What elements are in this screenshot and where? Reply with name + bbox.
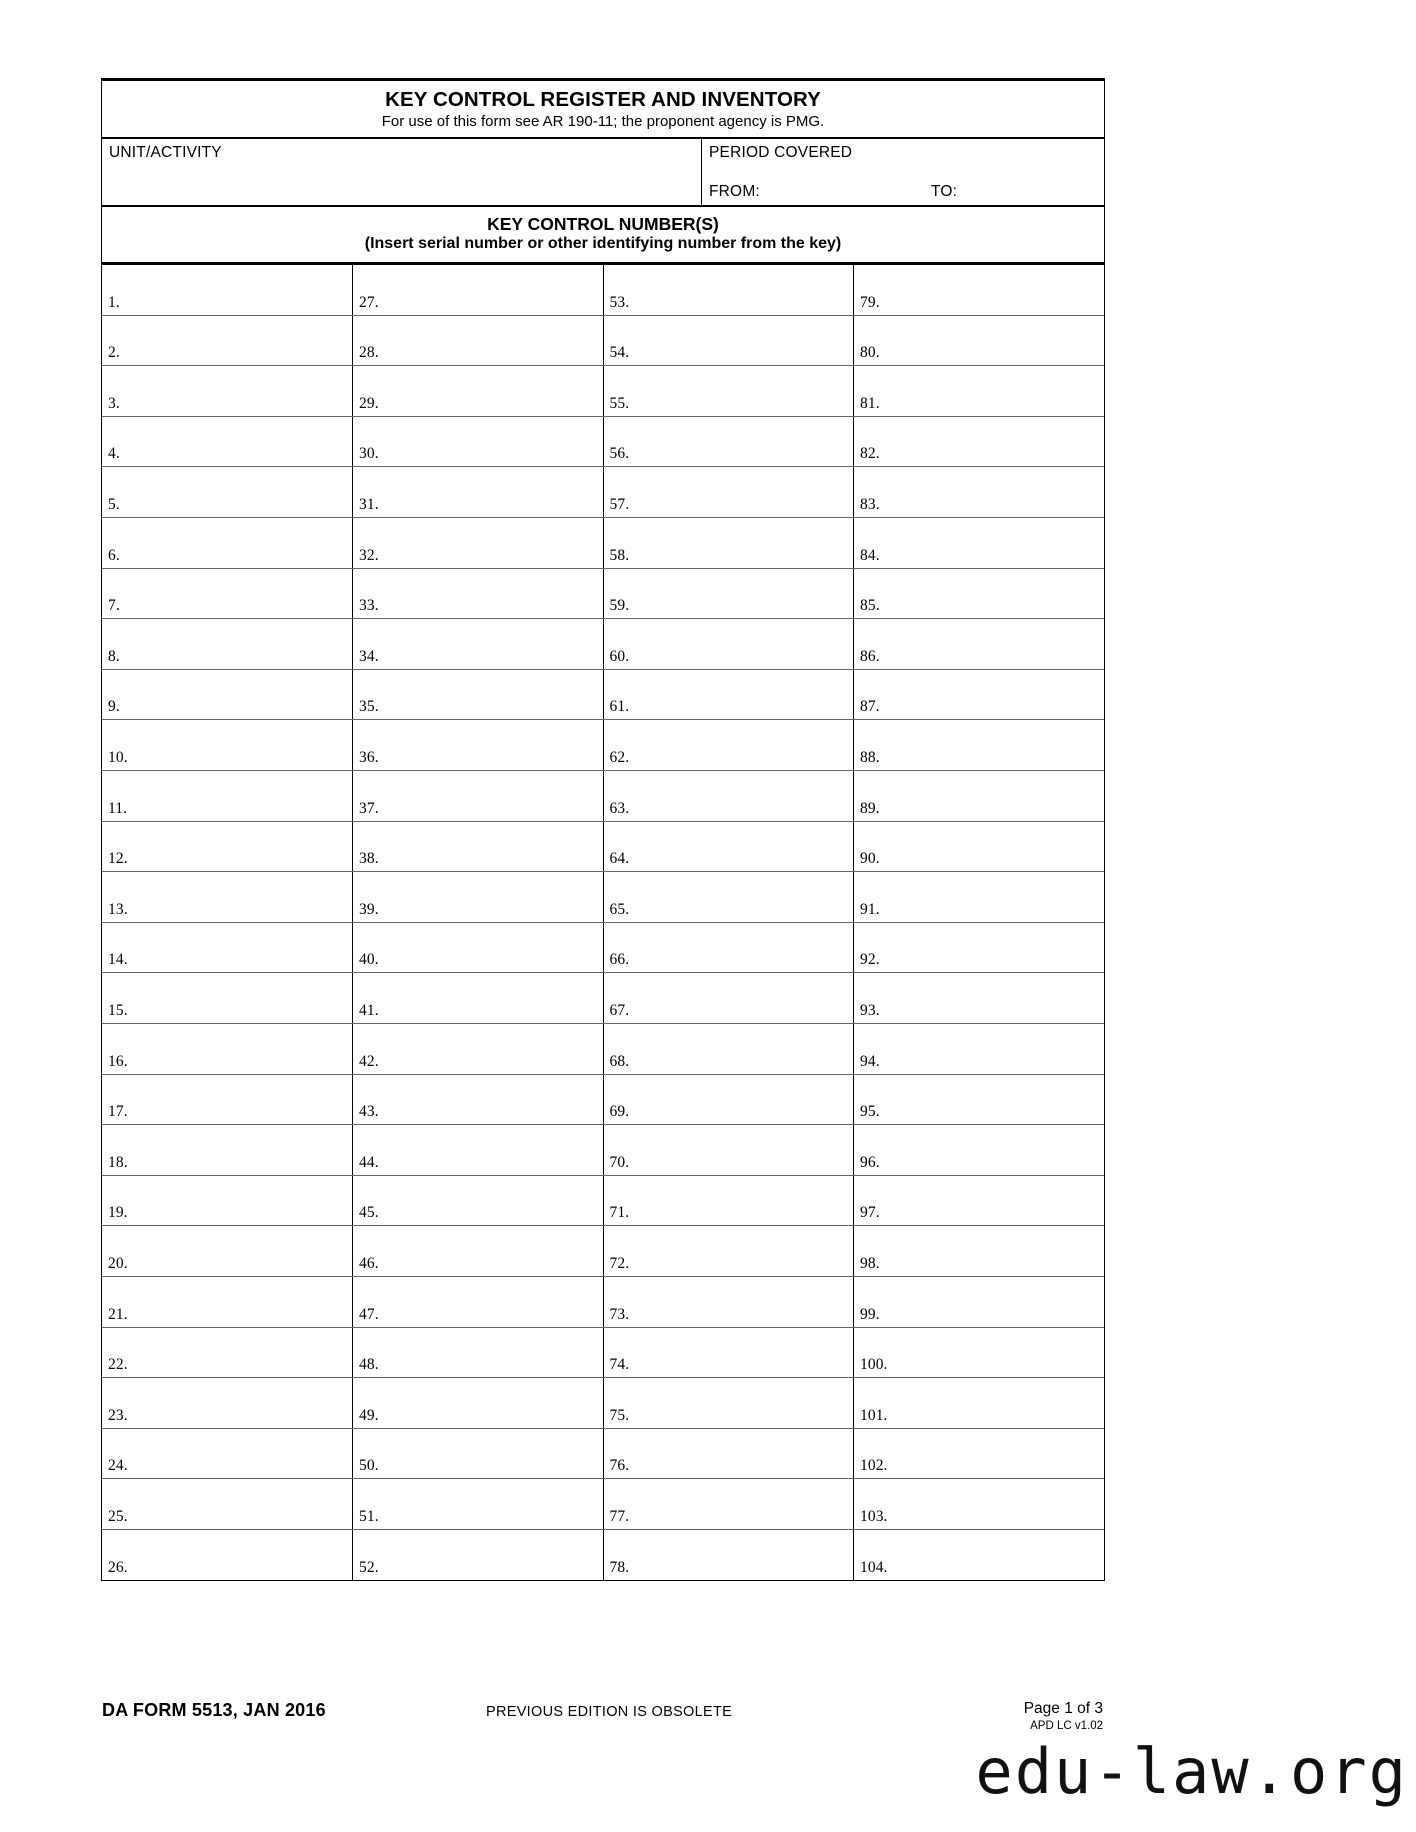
- key-number-cell[interactable]: 91.: [854, 872, 1105, 923]
- table-row: [102, 1074, 1104, 1125]
- table-row: [102, 315, 1104, 366]
- key-number-cell[interactable]: 12.: [102, 821, 353, 872]
- period-from-label[interactable]: FROM:: [709, 183, 760, 201]
- table-row: [102, 669, 1104, 720]
- key-number-cell[interactable]: 61.: [603, 669, 854, 720]
- key-number-cell[interactable]: 14.: [102, 922, 353, 973]
- table-row: [102, 1378, 1104, 1429]
- key-number-cell[interactable]: 26.: [102, 1529, 353, 1580]
- key-number-cell[interactable]: 77.: [603, 1479, 854, 1530]
- key-number-cell[interactable]: 1.: [102, 265, 353, 316]
- period-covered-label: PERIOD COVERED: [709, 144, 853, 162]
- key-number-cell[interactable]: 11.: [102, 771, 353, 822]
- key-number-cell[interactable]: 85.: [854, 568, 1105, 619]
- key-number-cell[interactable]: 8.: [102, 619, 353, 670]
- key-number-cell[interactable]: 104.: [860, 1559, 888, 1577]
- table-row: [102, 1327, 1104, 1378]
- key-number-cell[interactable]: 10.: [102, 720, 353, 771]
- key-number-cell[interactable]: 33.: [353, 568, 604, 619]
- key-number-cell[interactable]: 60.: [603, 619, 854, 670]
- key-number-cell[interactable]: 63.: [603, 771, 854, 822]
- key-number-cell[interactable]: 103.: [854, 1479, 1105, 1530]
- key-number-cell[interactable]: 7.: [102, 568, 353, 619]
- key-number-cell[interactable]: 43.: [353, 1074, 604, 1125]
- key-number-cell[interactable]: 49.: [353, 1378, 604, 1429]
- key-control-number-subtitle: (Insert serial number or other identifying number from the key): [364, 235, 842, 253]
- key-number-cell[interactable]: 68.: [603, 1024, 854, 1075]
- key-number-cell[interactable]: 47.: [353, 1276, 604, 1327]
- key-number-cell[interactable]: 16.: [102, 1024, 353, 1075]
- key-number-cell[interactable]: 30.: [353, 416, 604, 467]
- key-number-cell[interactable]: 23.: [102, 1378, 353, 1429]
- key-number-cell[interactable]: 9.: [102, 669, 353, 720]
- key-number-cell[interactable]: 92.: [854, 922, 1105, 973]
- key-number-cell[interactable]: 98.: [854, 1226, 1105, 1277]
- unit-activity-label: UNIT/ACTIVITY: [109, 144, 222, 162]
- key-number-cell[interactable]: 31.: [353, 467, 604, 518]
- key-number-cell[interactable]: 84.: [854, 518, 1105, 569]
- key-number-cell[interactable]: 38.: [353, 821, 604, 872]
- key-number-cell[interactable]: 54.: [603, 315, 854, 366]
- key-number-cell[interactable]: 51.: [353, 1479, 604, 1530]
- table-row: [102, 265, 1104, 316]
- key-number-cell[interactable]: 102.: [854, 1428, 1105, 1479]
- key-number-cell[interactable]: 66.: [603, 922, 854, 973]
- table-row: [102, 720, 1104, 771]
- key-number-cell[interactable]: 56.: [603, 416, 854, 467]
- key-number-cell[interactable]: 96.: [854, 1125, 1105, 1176]
- key-number-cell[interactable]: 32.: [353, 518, 604, 569]
- table-row: [102, 1479, 1104, 1530]
- key-number-cell[interactable]: 99.: [854, 1276, 1105, 1327]
- form-title: KEY CONTROL REGISTER AND INVENTORY: [385, 88, 821, 111]
- table-row: [102, 366, 1104, 417]
- key-number-cell[interactable]: 69.: [603, 1074, 854, 1125]
- key-number-cell[interactable]: 89.: [854, 771, 1105, 822]
- key-number-cell[interactable]: 27.: [353, 265, 604, 316]
- table-row: [102, 1529, 1104, 1580]
- key-number-cell[interactable]: 97.: [854, 1175, 1105, 1226]
- key-number-cell[interactable]: 64.: [603, 821, 854, 872]
- form-title-block: [102, 81, 1104, 139]
- key-number-cell[interactable]: 13.: [102, 872, 353, 923]
- key-number-cell[interactable]: 39.: [353, 872, 604, 923]
- table-row: [102, 872, 1104, 923]
- key-number-cell[interactable]: 46.: [353, 1226, 604, 1277]
- key-number-cell[interactable]: 18.: [102, 1125, 353, 1176]
- key-number-cell[interactable]: 3.: [102, 366, 353, 417]
- key-number-cell[interactable]: 100.: [854, 1327, 1105, 1378]
- key-number-cell[interactable]: 21.: [102, 1276, 353, 1327]
- key-number-cell[interactable]: 67.: [603, 973, 854, 1024]
- key-number-cell[interactable]: 59.: [603, 568, 854, 619]
- key-number-cell[interactable]: 95.: [854, 1074, 1105, 1125]
- key-number-cell[interactable]: 80.: [854, 315, 1105, 366]
- key-number-cell[interactable]: 36.: [353, 720, 604, 771]
- key-number-cell[interactable]: 78.: [603, 1529, 854, 1580]
- table-row: [102, 771, 1104, 822]
- key-number-cell[interactable]: 73.: [603, 1276, 854, 1327]
- table-row: [102, 416, 1104, 467]
- site-watermark: edu-law.org: [975, 1735, 1408, 1808]
- table-row: [102, 619, 1104, 670]
- key-number-cell[interactable]: 44.: [353, 1125, 604, 1176]
- table-row: [102, 1276, 1104, 1327]
- key-number-cell[interactable]: 81.: [854, 366, 1105, 417]
- key-number-cell[interactable]: 6.: [102, 518, 353, 569]
- key-number-cell[interactable]: 86.: [854, 619, 1105, 670]
- key-number-cell[interactable]: 41.: [353, 973, 604, 1024]
- table-row: [102, 1024, 1104, 1075]
- table-row: [102, 568, 1104, 619]
- key-number-cell[interactable]: 94.: [854, 1024, 1105, 1075]
- key-number-cell[interactable]: 22.: [102, 1327, 353, 1378]
- key-number-cell[interactable]: 88.: [854, 720, 1105, 771]
- key-number-cell[interactable]: 93.: [854, 973, 1105, 1024]
- key-number-cell[interactable]: 15.: [102, 973, 353, 1024]
- key-number-cell[interactable]: 70.: [603, 1125, 854, 1176]
- previous-edition-note: PREVIOUS EDITION IS OBSOLETE: [486, 1704, 733, 1720]
- unit-activity-field[interactable]: [102, 139, 702, 205]
- key-number-cell[interactable]: 101.: [854, 1378, 1105, 1429]
- key-number-cell[interactable]: 40.: [353, 922, 604, 973]
- form-identifier: DA FORM 5513, JAN 2016: [102, 1700, 326, 1720]
- key-number-cell[interactable]: 2.: [102, 315, 353, 366]
- key-number-cell[interactable]: 62.: [603, 720, 854, 771]
- key-number-cell[interactable]: 29.: [353, 366, 604, 417]
- key-control-number-grid: [102, 265, 1104, 1580]
- form-subtitle: For use of this form see AR 190-11; the proponent agency is PMG.: [381, 112, 825, 130]
- key-control-number-header: [102, 207, 1104, 264]
- unit-period-row: [102, 139, 1104, 207]
- key-number-cell[interactable]: 74.: [603, 1327, 854, 1378]
- key-number-cell[interactable]: 72.: [603, 1226, 854, 1277]
- table-row: [102, 518, 1104, 569]
- period-to-label[interactable]: TO:: [931, 183, 958, 201]
- key-number-cell[interactable]: 20.: [102, 1226, 353, 1277]
- key-number-cell[interactable]: 28.: [353, 315, 604, 366]
- key-number-cell[interactable]: 50.: [353, 1428, 604, 1479]
- key-number-cell[interactable]: 79.: [854, 265, 1105, 316]
- key-number-cell[interactable]: 45.: [353, 1175, 604, 1226]
- page-number: Page 1 of 3: [1023, 1700, 1103, 1717]
- key-number-cell[interactable]: 71.: [603, 1175, 854, 1226]
- key-number-cell[interactable]: 19.: [102, 1175, 353, 1226]
- key-number-cell[interactable]: 35.: [353, 669, 604, 720]
- key-number-cell[interactable]: 87.: [854, 669, 1105, 720]
- table-row: [102, 1226, 1104, 1277]
- key-number-cell[interactable]: 42.: [353, 1024, 604, 1075]
- period-from-to-line: [709, 183, 1097, 201]
- key-number-cell[interactable]: 65.: [603, 872, 854, 923]
- table-row: [102, 1428, 1104, 1479]
- key-number-cell[interactable]: 24.: [102, 1428, 353, 1479]
- table-row: [102, 467, 1104, 518]
- key-number-cell[interactable]: 48.: [353, 1327, 604, 1378]
- table-row: [102, 1175, 1104, 1226]
- key-number-cell[interactable]: 57.: [603, 467, 854, 518]
- key-number-cell[interactable]: 17.: [102, 1074, 353, 1125]
- key-number-cell[interactable]: 25.: [102, 1479, 353, 1530]
- key-number-cell[interactable]: 55.: [603, 366, 854, 417]
- key-number-cell[interactable]: 83.: [854, 467, 1105, 518]
- key-control-number-title: KEY CONTROL NUMBER(S): [487, 214, 719, 235]
- key-number-cell[interactable]: 5.: [102, 467, 353, 518]
- period-covered-field: [702, 139, 1104, 205]
- table-row: [102, 821, 1104, 872]
- da-form-5513: [101, 78, 1105, 1581]
- key-number-cell[interactable]: 76.: [603, 1428, 854, 1479]
- key-number-cell[interactable]: 34.: [353, 619, 604, 670]
- table-row: [102, 973, 1104, 1024]
- key-number-cell[interactable]: 75.: [603, 1378, 854, 1429]
- key-number-cell[interactable]: 58.: [603, 518, 854, 569]
- key-number-cell[interactable]: 4.: [102, 416, 353, 467]
- table-row: [102, 1125, 1104, 1176]
- key-number-cell[interactable]: 52.: [353, 1529, 604, 1580]
- key-number-cell[interactable]: 90.: [854, 821, 1105, 872]
- apd-version: APD LC v1.02: [1030, 1720, 1103, 1732]
- table-row: [102, 922, 1104, 973]
- key-number-cell[interactable]: 37.: [353, 771, 604, 822]
- form-footer: [101, 1700, 1105, 1740]
- key-number-cell[interactable]: 82.: [854, 416, 1105, 467]
- key-number-cell[interactable]: 53.: [603, 265, 854, 316]
